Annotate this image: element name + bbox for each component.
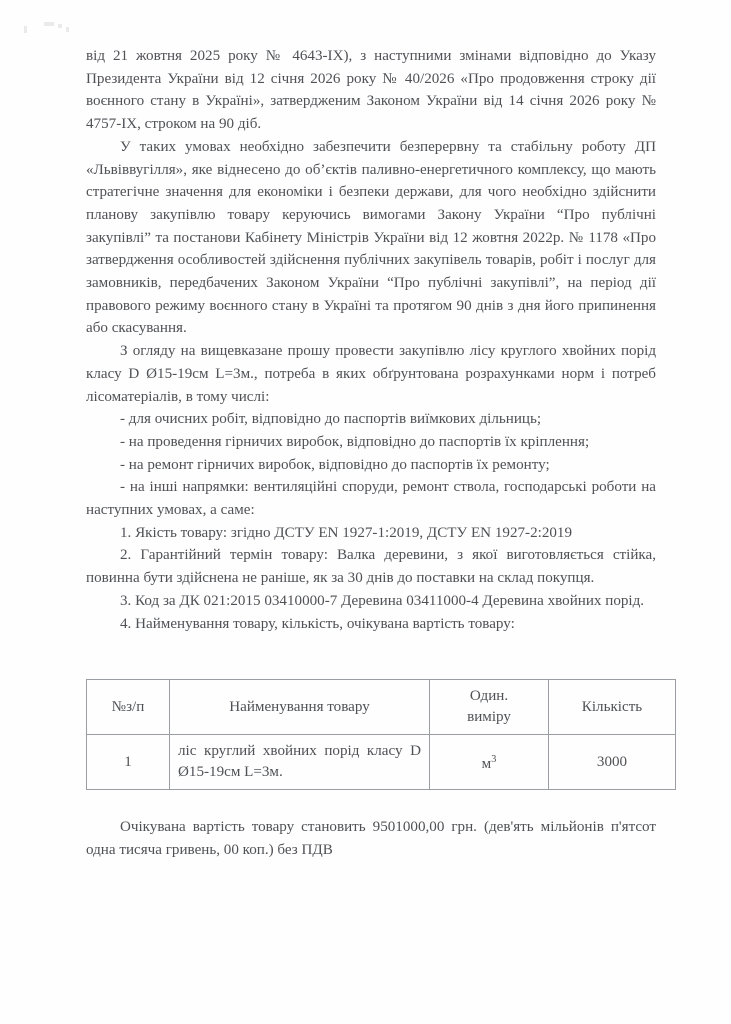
cell-unit-exponent: 3 (491, 754, 497, 766)
item-2-warranty: 2. Гарантійний термін товару: Валка деревини, з якої виготовляється стійка, повинна бути здійснена не раніше, як за 30 днів до поставки на склад покупця. (86, 547, 656, 587)
bullet-cleaning-works: - для очисних робіт, відповідно до паспортів виїмкових дільниць; (120, 411, 542, 428)
table-top-spacer (86, 635, 656, 679)
bullet-mining-excavation: - на проведення гірничих виробок, відповідно до паспортів їх кріплення; (120, 433, 590, 450)
item-3-dk-code: 3. Код за ДК 021:2015 03410000-7 Деревина 03411000-4 Деревина хвойних порід. (120, 592, 645, 609)
table-row (87, 735, 676, 790)
scan-artifact-speckle (66, 27, 69, 32)
cell-goods-name: ліс круглий хвойних порід класу D Ø15-19см L=3м. (170, 735, 430, 790)
cell-row-number: 1 (87, 735, 170, 790)
header-goods-name: Найменування товару (170, 680, 430, 735)
header-unit-line2: виміру (467, 709, 511, 726)
table-bottom-spacer (86, 790, 656, 816)
paragraph-expected-cost: Очікувана вартість товару становить 9501000,00 грн. (дев'ять мільйонів п'ятсот одна тисяча гривень, 00 коп.) без ПДВ (86, 819, 656, 858)
cell-unit (430, 735, 549, 790)
item-4-goods-heading: 4. Найменування товару, кількість, очікувана вартість товару: (120, 615, 515, 632)
paragraph-purchase-request: З огляду на вищевказане прошу провести закупівлю лісу круглого хвойних порід класу D Ø15-19см L=3м., потреба в яких обґрунтована розрахунками норм і потреб лісоматеріалів, в тому числі: (86, 343, 656, 405)
table-header-row (87, 680, 676, 735)
bullet-other-directions: - на інші напрямки: вентиляційні споруди, ремонт ствола, господарські роботи на наступних умовах, а саме: (86, 479, 656, 519)
header-quantity: Кількість (549, 680, 676, 735)
header-unit-line1: Один. (469, 688, 509, 705)
document-body (86, 45, 656, 862)
bullet-mining-repair: - на ремонт гірничих виробок, відповідно до паспортів їх ремонту; (120, 456, 550, 473)
scan-artifact-speckle (44, 22, 54, 26)
cell-unit-base: м (481, 756, 492, 773)
scan-artifact-speckle (58, 24, 62, 28)
item-1-quality: 1. Якість товару: згідно ДСТУ EN 1927-1:2019, ДСТУ EN 1927-2:2019 (120, 524, 573, 541)
goods-table (86, 679, 676, 790)
scan-artifact-speckle (24, 26, 27, 33)
header-number: №з/п (87, 680, 170, 735)
cell-quantity: 3000 (549, 735, 676, 790)
paragraph-procurement-justification: У таких умовах необхідно забезпечити безперервну та стабільну роботу ДП «Львіввугілля», яке віднесено до об’єктів паливно-енергетичного комплексу, що мають стратегічне значення для економіки і безпеки держави, для чого необхідно здійснити планову закупівлю товару керуючись вимогами Закону України “Про публічні закупівлі” та постанови Кабінету Міністрів України від 12 жовтня 2022р. № 1178 «Про затвердження особливостей здійснення публічних закупівель товарів, робіт і послуг для замовників, передбачених Законом України “Про публічні закупівлі”, на період дії правового режиму воєнного стану в Україні та протягом 90 днів з дня його припинення або скасування. (86, 138, 656, 337)
header-unit (430, 680, 549, 735)
paragraph-decree-reference: від 21 жовтня 2025 року № 4643-IX), з наступними змінами відповідно до Указу Президента України від 12 січня 2026 року № 40/2026 «Про продовження строку дії воєнного стану в Україні», затвердженим Законом України від 14 січня 2026 року № 4757-IX, строком на 90 діб. (86, 48, 656, 133)
